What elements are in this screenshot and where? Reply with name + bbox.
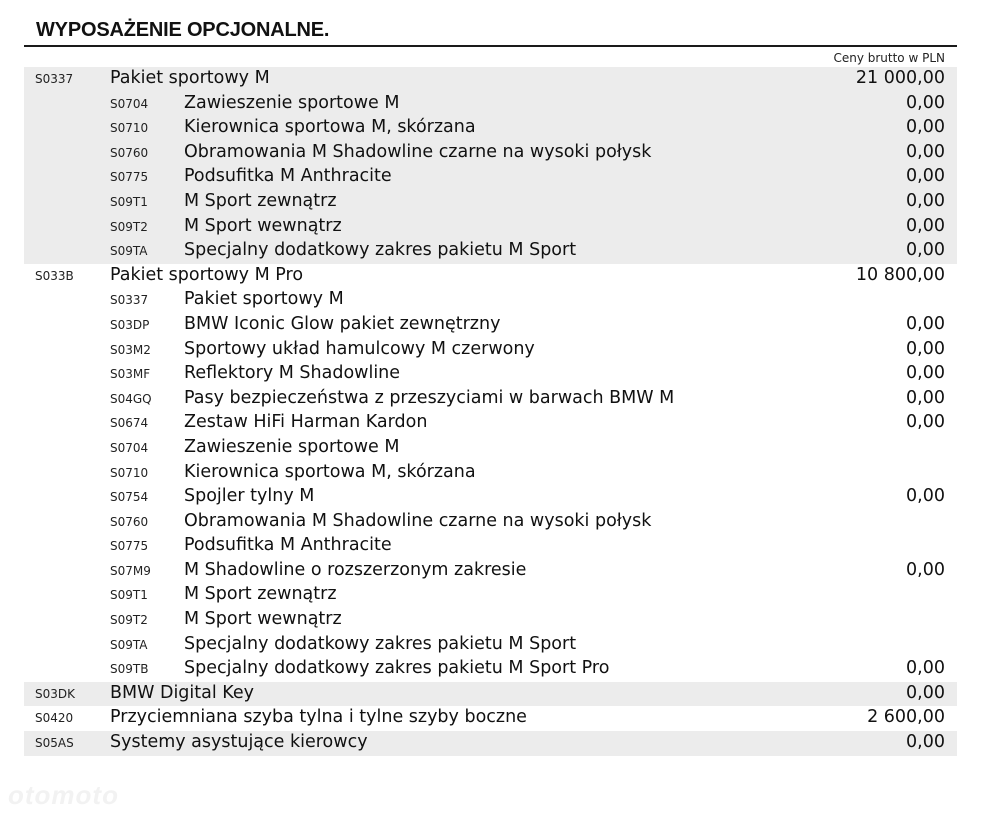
option-code: S03MF xyxy=(110,367,151,382)
option-price: 0,00 xyxy=(906,559,945,580)
option-code: S09TB xyxy=(110,662,149,677)
option-code: S09T2 xyxy=(110,219,148,234)
option-code: S0760 xyxy=(110,514,149,529)
sub-option-row xyxy=(24,657,957,682)
option-row xyxy=(24,706,957,731)
option-price: 0,00 xyxy=(906,363,945,384)
option-group xyxy=(24,67,957,264)
option-code: S0704 xyxy=(110,440,149,455)
option-name: Zawieszenie sportowe M xyxy=(184,92,400,113)
option-group xyxy=(24,264,957,682)
option-name: Pakiet sportowy M xyxy=(184,289,344,310)
sub-option-row xyxy=(24,436,957,461)
option-group xyxy=(24,706,957,731)
option-price: 0,00 xyxy=(906,338,945,359)
option-name: Zawieszenie sportowe M xyxy=(184,436,400,457)
option-name: Reflektory M Shadowline xyxy=(184,363,401,384)
option-code: S0420 xyxy=(35,711,74,726)
header-divider xyxy=(24,45,957,47)
option-code: S03DK xyxy=(35,686,75,701)
option-name: Pakiet sportowy M xyxy=(110,68,270,88)
option-code: S0710 xyxy=(110,121,149,136)
option-name: Pakiet sportowy M Pro xyxy=(110,264,304,285)
option-price: 0,00 xyxy=(906,658,945,679)
sub-option-row xyxy=(24,559,957,584)
option-group xyxy=(24,731,957,756)
option-price: 10 800,00 xyxy=(855,264,945,285)
option-code: S0775 xyxy=(110,170,149,185)
option-name: BMW Digital Key xyxy=(110,682,255,703)
sub-option-row xyxy=(24,633,957,658)
option-price: 0,00 xyxy=(906,215,945,236)
option-code: S05AS xyxy=(35,736,74,751)
option-name: Specjalny dodatkowy zakres pakietu M Sport xyxy=(184,240,577,261)
option-name: M Shadowline o rozszerzonym zakresie xyxy=(184,559,527,580)
option-name: Obramowania M Shadowline czarne na wysoki połysk xyxy=(184,510,652,531)
option-price: 0,00 xyxy=(906,486,945,507)
option-price: 21 000,00 xyxy=(855,68,945,88)
option-name: Pasy bezpieczeństwa z przeszyciami w barwach BMW M xyxy=(184,387,675,408)
option-price: 0,00 xyxy=(906,190,945,211)
sub-option-row xyxy=(24,387,957,412)
option-price: 0,00 xyxy=(906,240,945,261)
sub-option-row xyxy=(24,583,957,608)
option-row xyxy=(24,67,957,92)
sub-option-row xyxy=(24,510,957,535)
sub-option-row xyxy=(24,116,957,141)
option-price: 0,00 xyxy=(906,387,945,408)
option-name: M Sport zewnątrz xyxy=(184,584,337,605)
option-price: 0,00 xyxy=(906,732,945,753)
option-name: M Sport zewnątrz xyxy=(184,190,337,211)
sub-option-row xyxy=(24,141,957,166)
option-name: Sportowy układ hamulcowy M czerwony xyxy=(184,338,535,359)
option-code: S0760 xyxy=(110,145,149,160)
option-code: S09T1 xyxy=(110,588,148,603)
option-code: S0674 xyxy=(110,416,149,431)
option-name: Podsufitka M Anthracite xyxy=(184,166,392,187)
option-name: Przyciemniana szyba tylna i tylne szyby boczne xyxy=(110,707,527,728)
option-code: S09TA xyxy=(110,244,148,259)
option-price: 0,00 xyxy=(906,313,945,334)
option-code: S03M2 xyxy=(110,342,151,357)
watermark-logo: otomoto xyxy=(8,780,119,810)
sub-option-row xyxy=(24,362,957,387)
option-code: S0710 xyxy=(110,465,149,480)
option-name: Obramowania M Shadowline czarne na wysoki połysk xyxy=(184,141,652,162)
sub-option-row xyxy=(24,608,957,633)
option-price: 0,00 xyxy=(906,412,945,433)
option-price: 0,00 xyxy=(906,166,945,187)
sub-option-row xyxy=(24,215,957,240)
sub-option-row xyxy=(24,165,957,190)
option-row xyxy=(24,264,957,289)
sub-option-row xyxy=(24,92,957,117)
option-price: 0,00 xyxy=(906,117,945,138)
option-price: 2 600,00 xyxy=(867,707,945,728)
sub-option-row xyxy=(24,239,957,264)
option-code: S0337 xyxy=(35,72,74,86)
options-table xyxy=(24,67,957,756)
option-price: 0,00 xyxy=(906,682,945,703)
option-code: S09TA xyxy=(110,637,148,652)
option-code: S0775 xyxy=(110,539,149,554)
sub-option-row xyxy=(24,485,957,510)
sub-option-row xyxy=(24,461,957,486)
sub-option-row xyxy=(24,288,957,313)
option-name: Spojler tylny M xyxy=(184,486,315,507)
page-title: WYPOSAŻENIE OPCJONALNE. xyxy=(36,19,330,41)
option-code: S0337 xyxy=(110,293,149,308)
option-code: S04GQ xyxy=(110,391,152,406)
price-note: Ceny brutto w PLN xyxy=(833,51,945,65)
option-name: M Sport wewnątrz xyxy=(184,215,342,236)
option-code: S03DP xyxy=(110,317,150,332)
sub-option-row xyxy=(24,338,957,363)
sub-option-row xyxy=(24,313,957,338)
option-name: BMW Iconic Glow pakiet zewnętrzny xyxy=(184,313,501,334)
option-name: M Sport wewnątrz xyxy=(184,609,342,630)
option-name: Podsufitka M Anthracite xyxy=(184,535,392,556)
option-name: Kierownica sportowa M, skórzana xyxy=(184,461,476,482)
option-name: Specjalny dodatkowy zakres pakietu M Sport Pro xyxy=(184,658,610,679)
option-row xyxy=(24,682,957,707)
option-price: 0,00 xyxy=(906,92,945,113)
option-group xyxy=(24,682,957,707)
option-code: S09T1 xyxy=(110,194,148,209)
sub-option-row xyxy=(24,190,957,215)
option-price: 0,00 xyxy=(906,141,945,162)
option-code: S07M9 xyxy=(110,563,151,578)
option-name: Zestaw HiFi Harman Kardon xyxy=(184,412,428,433)
option-name: Specjalny dodatkowy zakres pakietu M Sport xyxy=(184,633,577,654)
option-code: S0754 xyxy=(110,490,149,505)
option-code: S0704 xyxy=(110,96,149,111)
option-code: S033B xyxy=(35,268,74,283)
sub-option-row xyxy=(24,411,957,436)
option-row xyxy=(24,731,957,756)
option-code: S09T2 xyxy=(110,613,148,628)
sub-option-row xyxy=(24,534,957,559)
option-name: Systemy asystujące kierowcy xyxy=(110,732,368,753)
option-name: Kierownica sportowa M, skórzana xyxy=(184,117,476,138)
